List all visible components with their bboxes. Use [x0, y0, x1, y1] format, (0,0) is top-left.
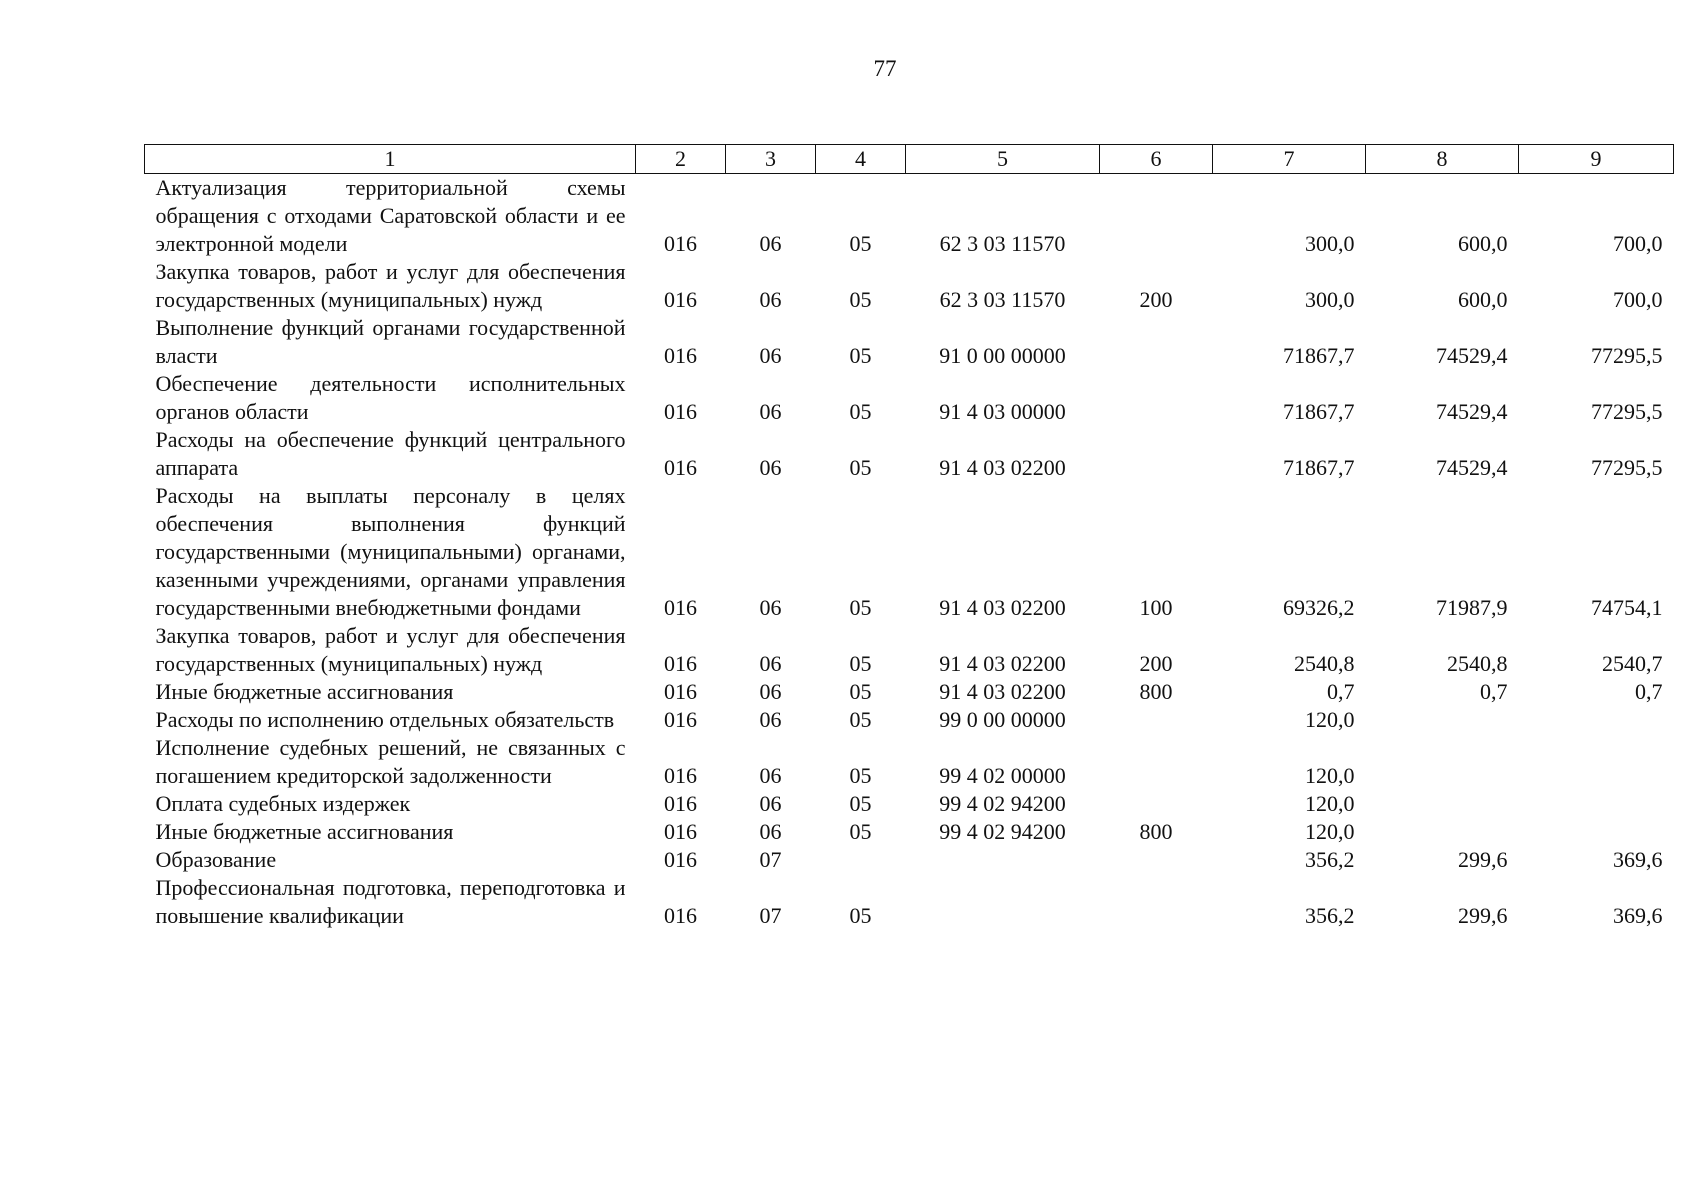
- amount-col8-cell: 299,6: [1458, 847, 1508, 872]
- row-name-cell: Профессиональная подготовка, переподготовка и повышение квалификации: [155, 875, 626, 928]
- header-cell: 9: [1519, 145, 1674, 174]
- amount-col7-cell: 71867,7: [1283, 343, 1355, 368]
- target-article-cell: 99 0 00 00000: [939, 707, 1066, 732]
- amount-col7-cell: 120,0: [1305, 707, 1355, 732]
- ministry-code-cell: 016: [664, 707, 697, 732]
- row-name-cell: Иные бюджетные ассигнования: [155, 819, 454, 844]
- table-row: [145, 678, 1674, 706]
- amount-col7-cell: 120,0: [1305, 763, 1355, 788]
- expense-type-cell: 800: [1139, 819, 1173, 844]
- section-code-cell: 06: [759, 819, 782, 844]
- row-name-cell: Обеспечение деятельности исполнительных органов области: [155, 371, 626, 424]
- expense-type-cell: [1100, 846, 1213, 874]
- row-name-cell: Расходы на обеспечение функций центрального аппарата: [155, 427, 626, 480]
- section-code-cell: 06: [759, 595, 782, 620]
- amount-col7-cell: 2540,8: [1294, 651, 1355, 676]
- section-code-cell: 07: [759, 903, 782, 928]
- table-row: [145, 874, 1674, 930]
- ministry-code-cell: 016: [664, 651, 697, 676]
- amount-col9-cell: 77295,5: [1591, 399, 1663, 424]
- expense-type-cell: [1100, 426, 1213, 482]
- table-row: [145, 426, 1674, 482]
- page-number: 77: [873, 56, 897, 81]
- section-code-cell: 07: [759, 847, 782, 872]
- target-article-cell: 91 4 03 02200: [939, 679, 1066, 704]
- row-name-cell: Образование: [155, 847, 277, 872]
- subsection-code-cell: 05: [849, 399, 872, 424]
- table-row: [145, 846, 1674, 874]
- target-article-cell: 91 4 03 00000: [939, 399, 1066, 424]
- amount-col9-cell: 77295,5: [1591, 343, 1663, 368]
- subsection-code-cell: 05: [849, 595, 872, 620]
- ministry-code-cell: 016: [664, 343, 697, 368]
- row-name-cell: Выполнение функций органами государственной власти: [155, 315, 626, 368]
- header-cell: 4: [816, 145, 906, 174]
- amount-col7-cell: 356,2: [1305, 903, 1355, 928]
- amount-col7-cell: 0,7: [1327, 679, 1355, 704]
- amount-col7-cell: 71867,7: [1283, 399, 1355, 424]
- table-row: [145, 818, 1674, 846]
- amount-col8-cell: 600,0: [1458, 231, 1508, 256]
- ministry-code-cell: 016: [664, 903, 697, 928]
- ministry-code-cell: 016: [664, 679, 697, 704]
- target-article-cell: 91 4 03 02200: [939, 595, 1066, 620]
- subsection-code-cell: 05: [849, 791, 872, 816]
- subsection-code-cell: [816, 846, 906, 874]
- subsection-code-cell: 05: [849, 707, 872, 732]
- budget-table: [144, 144, 1674, 930]
- row-name-cell: Расходы на выплаты персоналу в целях обеспечения выполнения функций государственными (муниципальными) органами, казенными учреждениями, органами управления государственными внебюджетными фондами: [155, 483, 626, 620]
- expense-type-cell: [1100, 790, 1213, 818]
- subsection-code-cell: 05: [849, 231, 872, 256]
- target-article-cell: [906, 846, 1100, 874]
- table-row: [145, 706, 1674, 734]
- amount-col8-cell: [1366, 790, 1519, 818]
- target-article-cell: 91 4 03 02200: [939, 455, 1066, 480]
- table-row: [145, 734, 1674, 790]
- amount-col8-cell: 2540,8: [1447, 651, 1508, 676]
- ministry-code-cell: 016: [664, 791, 697, 816]
- table-row: [145, 174, 1674, 259]
- amount-col7-cell: 300,0: [1305, 231, 1355, 256]
- amount-col9-cell: [1519, 818, 1674, 846]
- subsection-code-cell: 05: [849, 343, 872, 368]
- amount-col8-cell: 74529,4: [1436, 343, 1508, 368]
- section-code-cell: 06: [759, 455, 782, 480]
- amount-col9-cell: 369,6: [1613, 847, 1663, 872]
- header-cell: 6: [1100, 145, 1213, 174]
- amount-col8-cell: 0,7: [1480, 679, 1508, 704]
- expense-type-cell: 200: [1139, 651, 1173, 676]
- header-cell: 7: [1213, 145, 1366, 174]
- expense-type-cell: [1100, 174, 1213, 259]
- amount-col7-cell: 69326,2: [1283, 595, 1355, 620]
- expense-type-cell: 800: [1139, 679, 1173, 704]
- amount-col8-cell: 299,6: [1458, 903, 1508, 928]
- table-body: [145, 174, 1674, 931]
- header-cell: 2: [636, 145, 726, 174]
- target-article-cell: 99 4 02 94200: [939, 791, 1066, 816]
- row-name-cell: Расходы по исполнению отдельных обязательств: [155, 707, 615, 732]
- table-row: [145, 790, 1674, 818]
- amount-col7-cell: 300,0: [1305, 287, 1355, 312]
- table-row: [145, 258, 1674, 314]
- ministry-code-cell: 016: [664, 847, 697, 872]
- ministry-code-cell: 016: [664, 399, 697, 424]
- table-row: [145, 314, 1674, 370]
- header-cell: 1: [145, 145, 636, 174]
- section-code-cell: 06: [759, 399, 782, 424]
- subsection-code-cell: 05: [849, 679, 872, 704]
- table-row: [145, 482, 1674, 622]
- row-name-cell: Исполнение судебных решений, не связанных с погашением кредиторской задолженности: [155, 735, 626, 788]
- ministry-code-cell: 016: [664, 287, 697, 312]
- subsection-code-cell: 05: [849, 819, 872, 844]
- subsection-code-cell: 05: [849, 287, 872, 312]
- table-row: [145, 370, 1674, 426]
- target-article-cell: 91 0 00 00000: [939, 343, 1066, 368]
- ministry-code-cell: 016: [664, 595, 697, 620]
- amount-col8-cell: 600,0: [1458, 287, 1508, 312]
- section-code-cell: 06: [759, 707, 782, 732]
- section-code-cell: 06: [759, 763, 782, 788]
- section-code-cell: 06: [759, 791, 782, 816]
- header-row: [145, 145, 1674, 174]
- amount-col8-cell: [1366, 818, 1519, 846]
- row-name-cell: Иные бюджетные ассигнования: [155, 679, 454, 704]
- amount-col9-cell: 700,0: [1613, 287, 1663, 312]
- header-cell: 3: [726, 145, 816, 174]
- target-article-cell: 99 4 02 00000: [939, 763, 1066, 788]
- amount-col9-cell: 77295,5: [1591, 455, 1663, 480]
- row-name-cell: Закупка товаров, работ и услуг для обеспечения государственных (муниципальных) нужд: [155, 623, 626, 676]
- amount-col9-cell: [1519, 706, 1674, 734]
- ministry-code-cell: 016: [664, 819, 697, 844]
- amount-col9-cell: 369,6: [1613, 903, 1663, 928]
- expense-type-cell: [1100, 874, 1213, 930]
- subsection-code-cell: 05: [849, 763, 872, 788]
- row-name-cell: Актуализация территориальной схемы обращения с отходами Саратовской области и ее электронной модели: [155, 175, 626, 256]
- amount-col9-cell: 700,0: [1613, 231, 1663, 256]
- amount-col7-cell: 120,0: [1305, 791, 1355, 816]
- amount-col9-cell: 0,7: [1635, 679, 1663, 704]
- subsection-code-cell: 05: [849, 903, 872, 928]
- subsection-code-cell: 05: [849, 651, 872, 676]
- amount-col8-cell: [1366, 706, 1519, 734]
- expense-type-cell: 100: [1139, 595, 1173, 620]
- table-row: [145, 622, 1674, 678]
- amount-col9-cell: 74754,1: [1591, 595, 1663, 620]
- section-code-cell: 06: [759, 231, 782, 256]
- amount-col9-cell: [1519, 790, 1674, 818]
- section-code-cell: 06: [759, 651, 782, 676]
- amount-col8-cell: 71987,9: [1436, 595, 1508, 620]
- expense-type-cell: 200: [1139, 287, 1173, 312]
- amount-col9-cell: [1519, 734, 1674, 790]
- target-article-cell: [906, 874, 1100, 930]
- header-cell: 5: [906, 145, 1100, 174]
- target-article-cell: 99 4 02 94200: [939, 819, 1066, 844]
- expense-type-cell: [1100, 314, 1213, 370]
- amount-col8-cell: 74529,4: [1436, 455, 1508, 480]
- amount-col7-cell: 356,2: [1305, 847, 1355, 872]
- target-article-cell: 62 3 03 11570: [939, 231, 1066, 256]
- expense-type-cell: [1100, 706, 1213, 734]
- amount-col7-cell: 71867,7: [1283, 455, 1355, 480]
- amount-col8-cell: [1366, 734, 1519, 790]
- header-cell: 8: [1366, 145, 1519, 174]
- ministry-code-cell: 016: [664, 231, 697, 256]
- row-name-cell: Закупка товаров, работ и услуг для обеспечения государственных (муниципальных) нужд: [155, 259, 626, 312]
- section-code-cell: 06: [759, 343, 782, 368]
- ministry-code-cell: 016: [664, 763, 697, 788]
- amount-col7-cell: 120,0: [1305, 819, 1355, 844]
- amount-col9-cell: 2540,7: [1602, 651, 1663, 676]
- amount-col8-cell: 74529,4: [1436, 399, 1508, 424]
- section-code-cell: 06: [759, 287, 782, 312]
- ministry-code-cell: 016: [664, 455, 697, 480]
- target-article-cell: 91 4 03 02200: [939, 651, 1066, 676]
- expense-type-cell: [1100, 734, 1213, 790]
- expense-type-cell: [1100, 370, 1213, 426]
- subsection-code-cell: 05: [849, 455, 872, 480]
- section-code-cell: 06: [759, 679, 782, 704]
- row-name-cell: Оплата судебных издержек: [155, 791, 411, 816]
- table-header: [145, 145, 1674, 174]
- target-article-cell: 62 3 03 11570: [939, 287, 1066, 312]
